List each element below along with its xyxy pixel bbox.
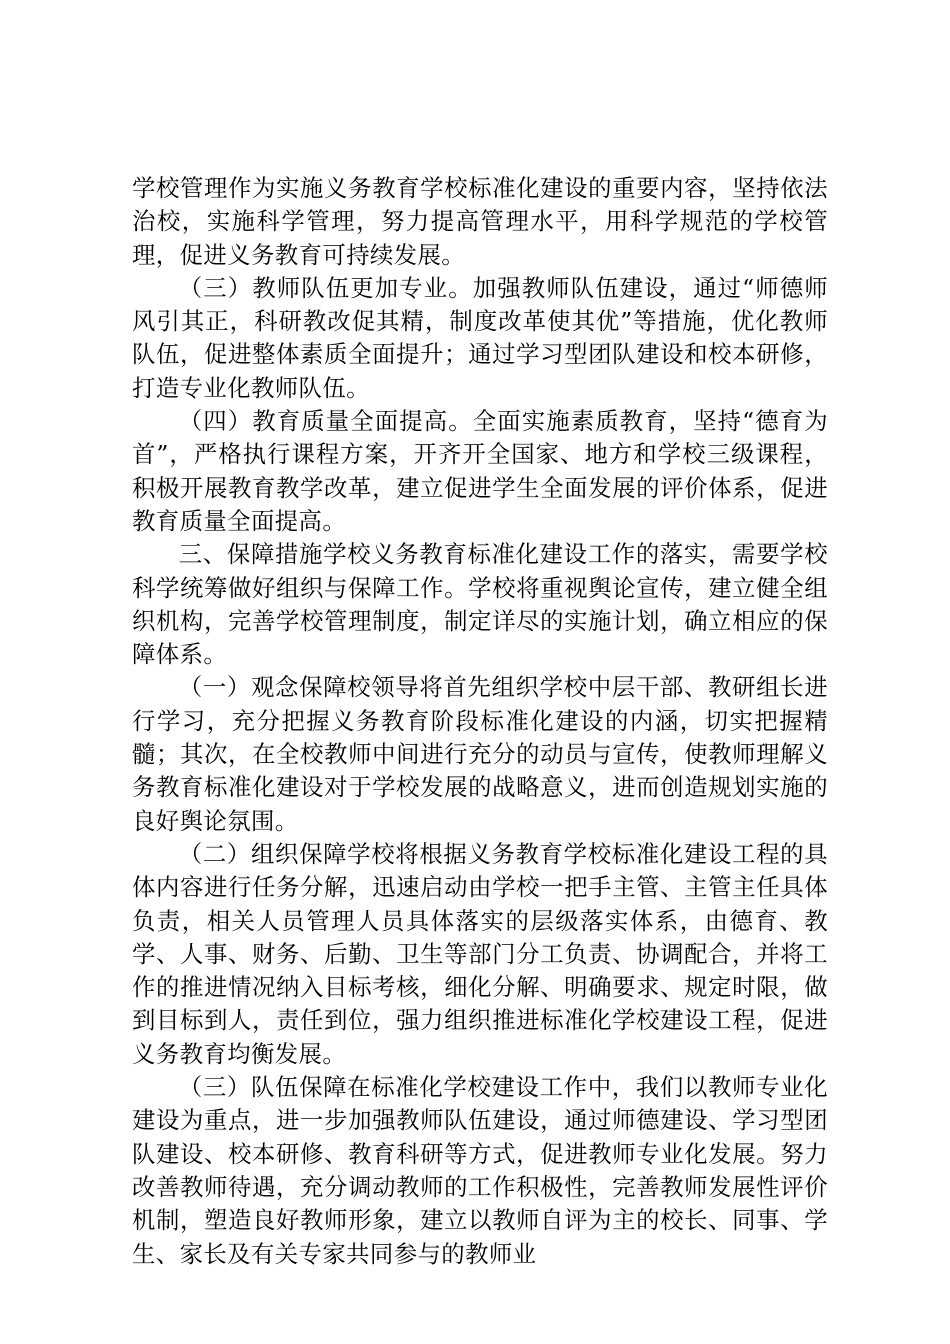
paragraph-organization-safeguard: （二）组织保障学校将根据义务教育学校标准化建设工程的具体内容进行任务分解，迅速启动由学校一把手主管、主管主任具体负责，相关人员管理人员具体落实的层级落实体系，由德育、教学、人事、财务、后勤、卫生等部门分工负责、协调配合，并将工作的推进情况纳入目标考核，细化分解、明确要求、规定时限，做到目标到人，责任到位，强力组织推进标准化学校建设工程，促进义务教育均衡发展。: [132, 839, 828, 1068]
document-page: [132, 172, 828, 1271]
paragraph-teacher-team: （三）教师队伍更加专业。加强教师队伍建设，通过“师德师风引其正，科研教改促其精，制度改革使其优”等措施，优化教师队伍，促进整体素质全面提升；通过学习型团队建设和校本研修，打造专业化教师队伍。: [132, 273, 828, 402]
paragraph-team-safeguard: （三）队伍保障在标准化学校建设工作中，我们以教师专业化建设为重点，进一步加强教师队伍建设，通过师德建设、学习型团队建设、校本研修、教育科研等方式，促进教师专业化发展。努力改善教师待遇，充分调动教师的工作积极性，完善教师发展性评价机制，塑造良好教师形象，建立以教师自评为主的校长、同事、学生、家长及有关专家共同参与的教师业: [132, 1073, 828, 1268]
paragraph-concept-safeguard: （一）观念保障校领导将首先组织学校中层干部、教研组长进行学习，充分把握义务教育阶段标准化建设的内涵，切实把握精髓；其次，在全校教师中间进行充分的动员与宣传，使教师理解义务教育标准化建设对于学校发展的战略意义，进而创造规划实施的良好舆论氛围。: [132, 673, 828, 835]
paragraph-education-quality: （四）教育质量全面提高。全面实施素质教育，坚持“德育为首”，严格执行课程方案，开齐开全国家、地方和学校三级课程，积极开展教育教学改革，建立促进学生全面发展的评价体系，促进教育质量全面提高。: [132, 407, 828, 535]
paragraph-safeguard-measures: 三、保障措施学校义务教育标准化建设工作的落实，需要学校科学统筹做好组织与保障工作。学校将重视舆论宣传，建立健全组织机构，完善学校管理制度，制定详尽的实施计划，确立相应的保障体系。: [132, 540, 828, 669]
paragraph-school-management: 学校管理作为实施义务教育学校标准化建设的重要内容，坚持依法治校，实施科学管理，努力提高管理水平，用科学规范的学校管理，促进义务教育可持续发展。: [132, 174, 828, 269]
